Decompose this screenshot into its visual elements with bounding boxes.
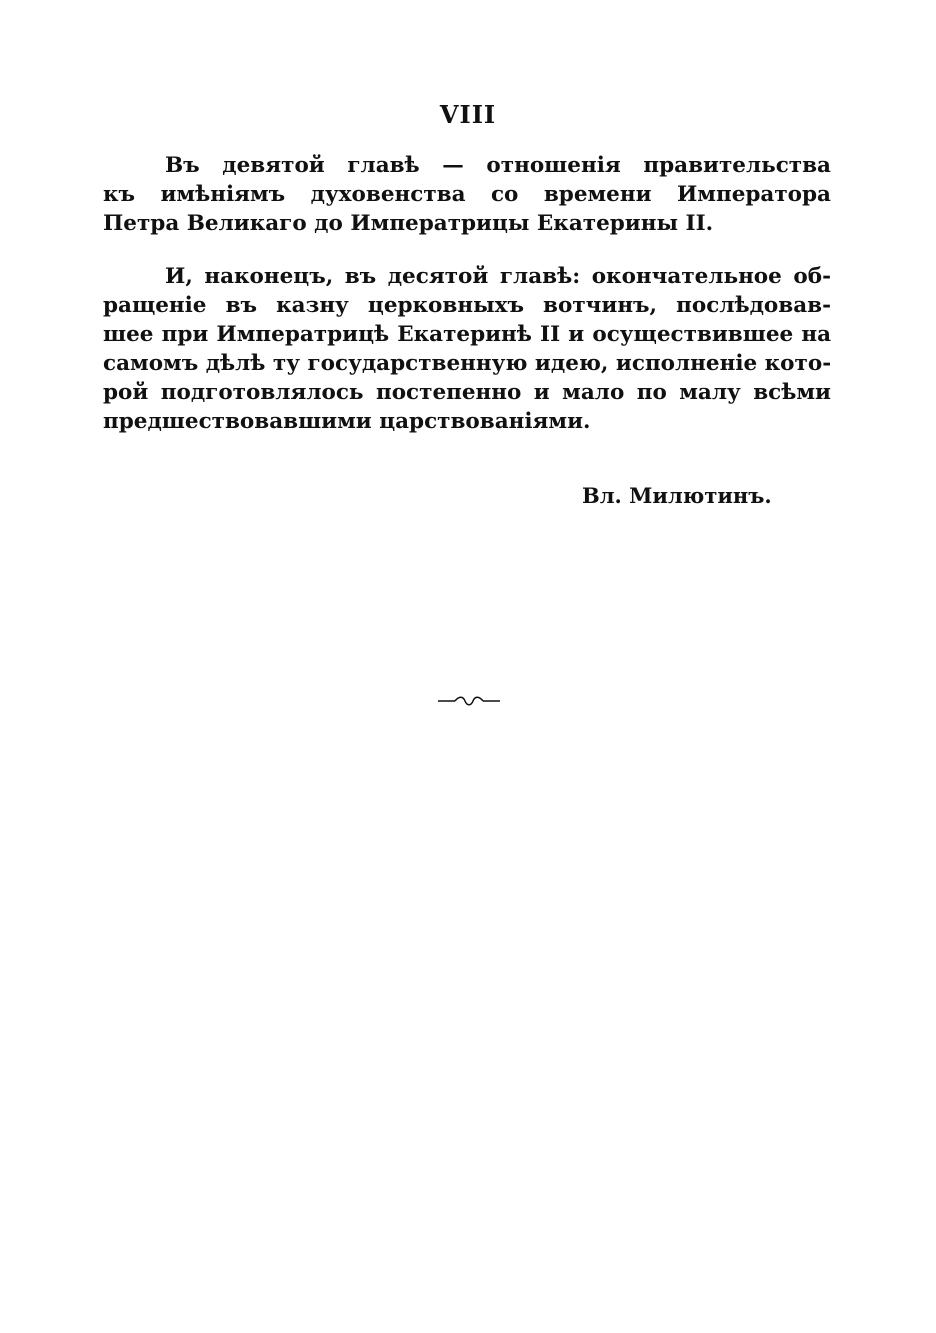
text-line: ращеніе въ казну церковныхъ вотчинъ, послѣдовав-	[103, 293, 831, 318]
paragraph-chapter-nine	[103, 151, 831, 238]
text-line: рой подготовлялось постепенно и мало по малу всѣми	[103, 380, 831, 405]
text-line: Въ девятой главѣ — отношенія правительства	[165, 153, 831, 178]
text-line: самомъ дѣлѣ ту государственную идею, исполненіе кото-	[103, 351, 832, 376]
text-line: предшествовавшими царствованіями.	[103, 409, 591, 434]
text-line: И, наконецъ, въ десятой главѣ: окончательное об-	[165, 264, 831, 289]
author-signature: Вл. Милютинъ.	[582, 483, 772, 508]
ornament-divider-icon	[437, 694, 501, 708]
text-line: шее при Императрицѣ Екатеринѣ II и осуществившее на	[103, 322, 831, 347]
text-line: къ имѣніямъ духовенства со времени Императора	[103, 182, 831, 207]
text-line: Петра Великаго до Императрицы Екатерины II.	[103, 211, 714, 236]
page-number: VIII	[439, 100, 497, 129]
paragraph-chapter-ten	[103, 262, 831, 436]
